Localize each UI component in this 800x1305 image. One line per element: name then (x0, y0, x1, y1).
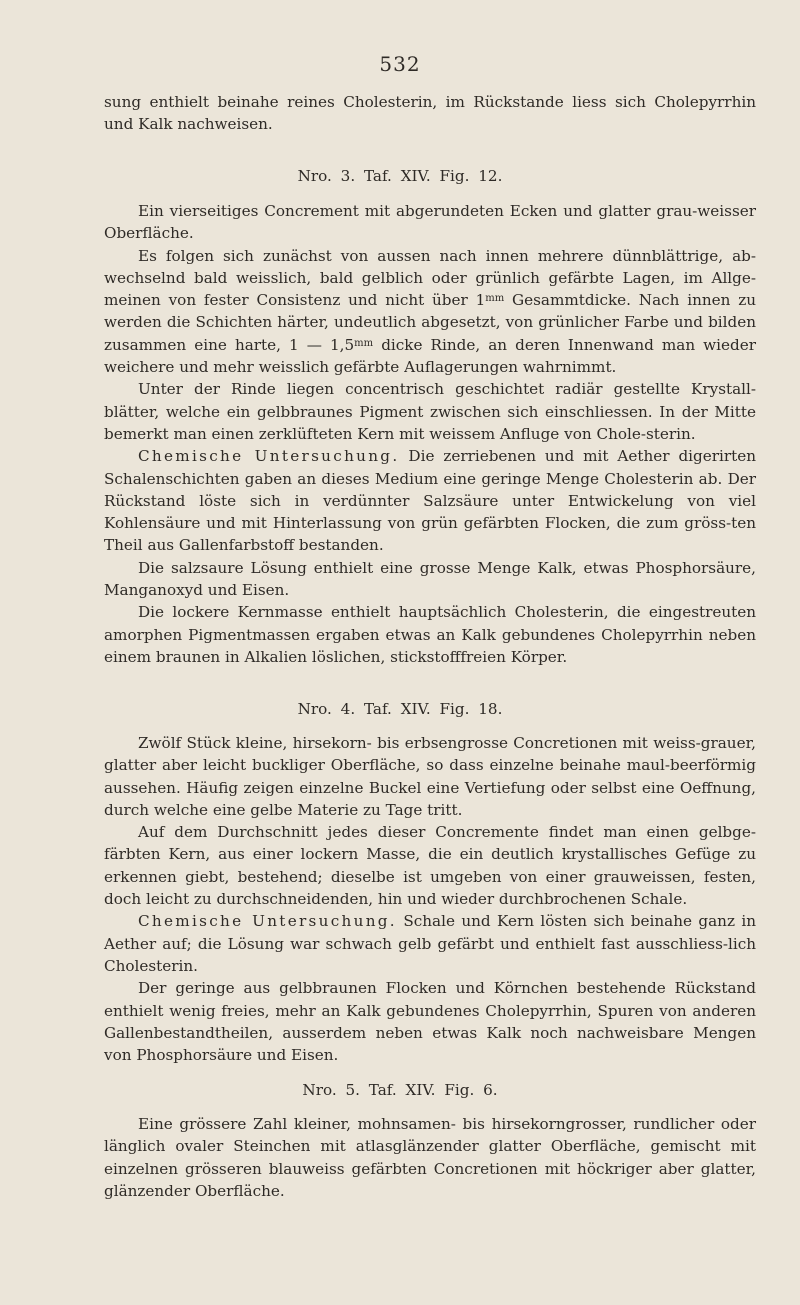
section-4-paragraph-2: Auf dem Durchschnitt jedes dieser Concremente findet man einen gelbge-färbten Kern, aus einer lockern Masse, die ein deutlich krystallisches Gefüge zu erkennen giebt, bestehend; dieselbe ist umgeben von einer grauweissen, festen, doch leicht zu durchschneidenden, hin und wieder durchbrochenen Schale. (104, 823, 756, 909)
section-4-paragraph-1: Zwölf Stück kleine, hirsekorn- bis erbsengrosse Concretionen mit weiss-grauer, glatter aber leicht buckliger Oberfläche, so dass einzelne beinahe maul-beerförmig aussehen. Häufig zeigen einzelne Buckel eine Vertiefung oder selbst eine Oeffnung, durch welche eine gelbe Materie zu Tage tritt. (104, 734, 756, 819)
section-heading-nro-3: Nro. 3. Taf. XIV. Fig. 12. (297, 167, 503, 185)
section-3-body (104, 200, 756, 668)
section-3-paragraph-2-part-a: Es folgen sich zunächst von aussen nach innen mehrere dünnblättrige, ab-wechselnd bald weisslich, bald gelblich oder grünlich gefärbte Lagen, im Allge-meinen von fester Consistenz und nicht über 1 (104, 246, 756, 310)
unit-mm-2: mm (354, 337, 374, 349)
section-4-chem-heading: Chemische Untersuchung. (138, 912, 397, 931)
section-heading-nro-4: Nro. 4. Taf. XIV. Fig. 18. (297, 700, 503, 718)
intro-text: sung enthielt beinahe reines Cholesterin, im Rückstande liess sich Cholepyrrhin und Kalk nachweisen. (104, 93, 756, 134)
section-3-chem-heading: Chemische Untersuchung. (138, 447, 400, 466)
section-3-paragraph-1: Ein vierseitiges Concrement mit abgerundeten Ecken und glatter grau-weisser Oberfläche. (104, 202, 756, 243)
intro-paragraph (104, 91, 756, 136)
section-heading-nro-5: Nro. 5. Taf. XIV. Fig. 6. (302, 1081, 498, 1099)
unit-mm-1: mm (485, 293, 505, 305)
section-4-paragraph-3 (104, 910, 756, 977)
section-5-paragraph-1: Eine grössere Zahl kleiner, mohnsamen- bis hirsekorngrosser, rundlicher oder länglich ovaler Steinchen mit atlasglänzender glatter Oberfläche, gemischt mit einzelnen grösseren blauweiss gefärbten Concretionen mit höckriger aber glatter, glänzender Oberfläche. (104, 1115, 756, 1200)
section-3-paragraph-6: Die lockere Kernmasse enthielt hauptsächlich Cholesterin, die eingestreuten amorphen Pigmentmassen ergaben etwas an Kalk gebundenes Cholepyrrhin neben einem braunen in Alkalien löslichen, stickstofffreien Körper. (104, 603, 756, 666)
section-3-paragraph-2-part-c: dicke Rinde, an deren Innenwand man wieder weichere und mehr weisslich gefärbte Auflagerungen wahrnimmt. (104, 335, 756, 377)
section-4-body (104, 732, 756, 1066)
section-4-paragraph-4: Der geringe aus gelbbraunen Flocken und Körnchen bestehende Rückstand enthielt wenig freies, mehr an Kalk gebundenes Cholepyrrhin, Spuren von anderen Gallenbestandtheilen, ausserdem neben etwas Kalk noch nachweisbare Mengen von Phosphorsäure und Eisen. (104, 979, 756, 1065)
section-3-paragraph-2-part-b: Gesammtdicke. Nach innen zu werden die Schichten härter, undeutlich abgesetzt, von grünlicher Farbe und bilden zusammen eine harte, 1 — 1,5 (104, 291, 756, 354)
page-number: 532 (379, 52, 421, 76)
section-5-body (104, 1113, 756, 1202)
section-4-paragraph-3-text: Schale und Kern lösten sich beinahe ganz in Aether auf; die Lösung war schwach gelb gefärbt und enthielt fast ausschliess-lich Cholesterin. (104, 912, 756, 975)
section-3-paragraph-2 (104, 245, 756, 379)
section-3-paragraph-3: Unter der Rinde liegen concentrisch geschichtet radiär gestellte Krystall-blätter, welche ein gelbbraunes Pigment zwischen sich einschliessen. In der Mitte bemerkt man einen zerklüfteten Kern mit weissem Anfluge von Chole-sterin. (104, 380, 756, 443)
section-3-paragraph-4-text: Die zerriebenen und mit Aether digerirten Schalenschichten gaben an dieses Medium eine geringe Menge Cholesterin ab. Der Rückstand löste sich in verdünnter Salzsäure unter Entwickelung von viel Kohlensäure und mit Hinterlassung von grün gefärbten Flocken, die zum gröss-ten Theil aus Gallenfarbstoff bestanden. (104, 447, 756, 555)
section-3-paragraph-5: Die salzsaure Lösung enthielt eine grosse Menge Kalk, etwas Phosphorsäure, Manganoxyd und Eisen. (104, 558, 756, 600)
section-3-paragraph-4 (104, 445, 756, 556)
